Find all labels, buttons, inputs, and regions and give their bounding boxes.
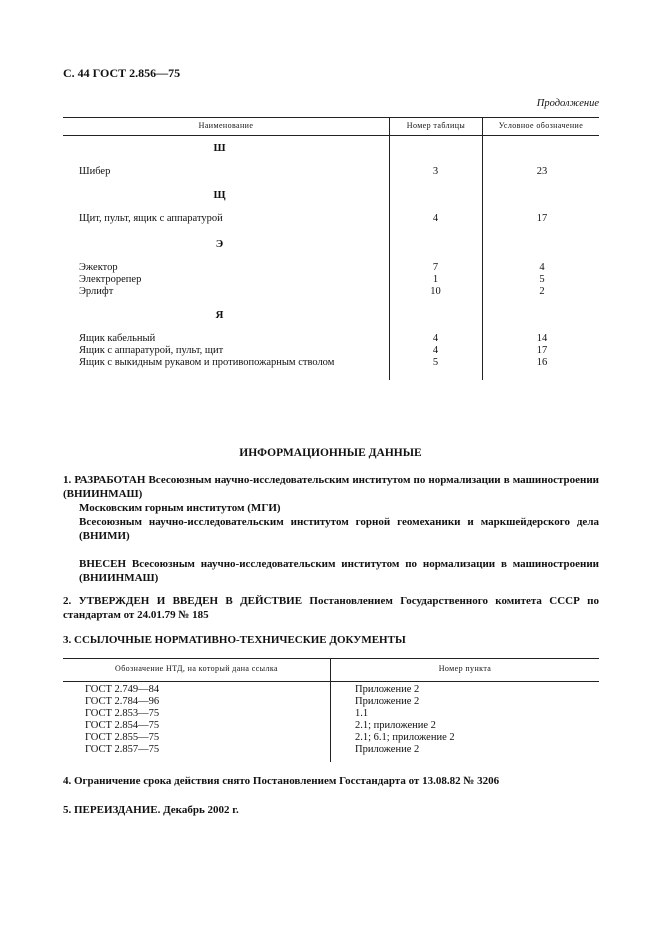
row-name: Эрлифт [79, 286, 114, 297]
row-code: 16 [536, 357, 548, 368]
row-table: 4 [432, 345, 439, 356]
item-2-approved [63, 594, 599, 622]
item-label: ССЫЛОЧНЫЕ НОРМАТИВНО-ТЕХНИЧЕСКИЕ ДОКУМЕНТЫ [74, 634, 406, 646]
item-label: ВНЕСЕН [79, 558, 127, 570]
group-letter: Щ [213, 189, 226, 201]
row-table: 5 [432, 357, 439, 368]
table-header-rule [63, 681, 599, 682]
row-table: 3 [432, 166, 439, 177]
item-text: Всесоюзным научно-исследовательским институтом горной геомеханики и маркшейдерского дела (ВНИМИ) [79, 516, 599, 542]
page-header: С. 44 ГОСТ 2.856—75 [63, 66, 181, 80]
row-table: 7 [432, 262, 439, 273]
info-item-4: 4. Ограничение срока действия снято Постановлением Госстандарта от 13.08.82 № 3206 [63, 775, 500, 787]
row-code: 2 [539, 286, 545, 297]
row-table: 10 [430, 286, 441, 297]
info-item-1 [63, 473, 599, 585]
row-name: Ящик кабельный [79, 333, 156, 344]
row-name: Щит, пульт, ящик с аппаратурой [79, 213, 223, 224]
item-number: 2. [63, 595, 72, 607]
item-number: 1. [63, 474, 72, 486]
group-letter: Я [215, 309, 224, 321]
row-code: 4 [539, 262, 545, 273]
col-header-table: Номер таблицы [406, 121, 466, 130]
table-top-rule [63, 117, 599, 118]
row-name: Эжектор [79, 262, 118, 273]
col-header-code: Условное обозначение [498, 121, 584, 130]
item-1-introduced [63, 557, 599, 585]
ref-doc: ГОСТ 2.749—84 [85, 684, 160, 695]
item-number: 3. [63, 634, 72, 646]
col-header-name: Наименование [198, 121, 254, 130]
row-table: 4 [432, 213, 439, 224]
section-title: ИНФОРМАЦИОННЫЕ ДАННЫЕ [239, 447, 422, 459]
item-text: Всесоюзным научно-исследовательским институтом по нормализации в машиностроении (ВНИИНМАШ) [79, 558, 600, 584]
row-code: 23 [536, 166, 548, 177]
item-label: РАЗРАБОТАН [74, 474, 146, 486]
group-letter: Ш [213, 142, 226, 154]
row-name: Ящик с выкидным рукавом и противопожарным стволом [79, 357, 335, 368]
ref-clause: 2.1; 6.1; приложение 2 [355, 732, 455, 743]
ref-doc: ГОСТ 2.857—75 [85, 744, 160, 755]
row-code: 14 [536, 333, 548, 344]
col-header-doc: Обозначение НТД, на который дана ссылка [115, 664, 278, 673]
item-label: УТВЕРЖДЕН И ВВЕДЕН В ДЕЙСТВИЕ [78, 595, 303, 607]
row-code: 17 [536, 213, 548, 224]
ref-clause: Приложение 2 [355, 696, 420, 707]
ref-clause: Приложение 2 [355, 684, 420, 695]
row-table: 1 [432, 274, 439, 285]
row-name: Ящик с аппаратурой, пульт, щит [79, 345, 224, 356]
table-top-rule [63, 658, 599, 659]
continuation-label: Продолжение [536, 98, 599, 109]
ref-clause: Приложение 2 [355, 744, 420, 755]
table-divider [330, 658, 331, 762]
row-code: 5 [539, 274, 545, 285]
ref-doc: ГОСТ 2.853—75 [85, 708, 160, 719]
ref-doc: ГОСТ 2.784—96 [85, 696, 160, 707]
info-item-5: 5. ПЕРЕИЗДАНИЕ. Декабрь 2002 г. [63, 804, 239, 816]
table-header-rule [63, 135, 599, 136]
item-1-developed [63, 473, 599, 501]
info-item-2 [63, 594, 599, 622]
item-text: Всесоюзным научно-исследовательским институтом по нормализации в машиностроении (ВНИИНМАШ) [63, 474, 600, 500]
item-text: Московским горным институтом (МГИ) [79, 502, 281, 514]
info-item-3 [63, 633, 599, 647]
row-table: 4 [432, 333, 439, 344]
row-name: Электрорепер [79, 274, 142, 285]
group-letter: Э [215, 238, 224, 250]
item-text: Постановлением Государственного комитета СССР по стандартам от 24.01.79 № 185 [63, 595, 600, 621]
ref-clause: 2.1; приложение 2 [355, 720, 436, 731]
ref-doc: ГОСТ 2.854—75 [85, 720, 160, 731]
col-header-clause: Номер пункта [438, 664, 492, 673]
row-code: 17 [536, 345, 548, 356]
ref-clause: 1.1 [355, 708, 369, 719]
row-name: Шибер [79, 166, 111, 177]
ref-doc: ГОСТ 2.855—75 [85, 732, 160, 743]
